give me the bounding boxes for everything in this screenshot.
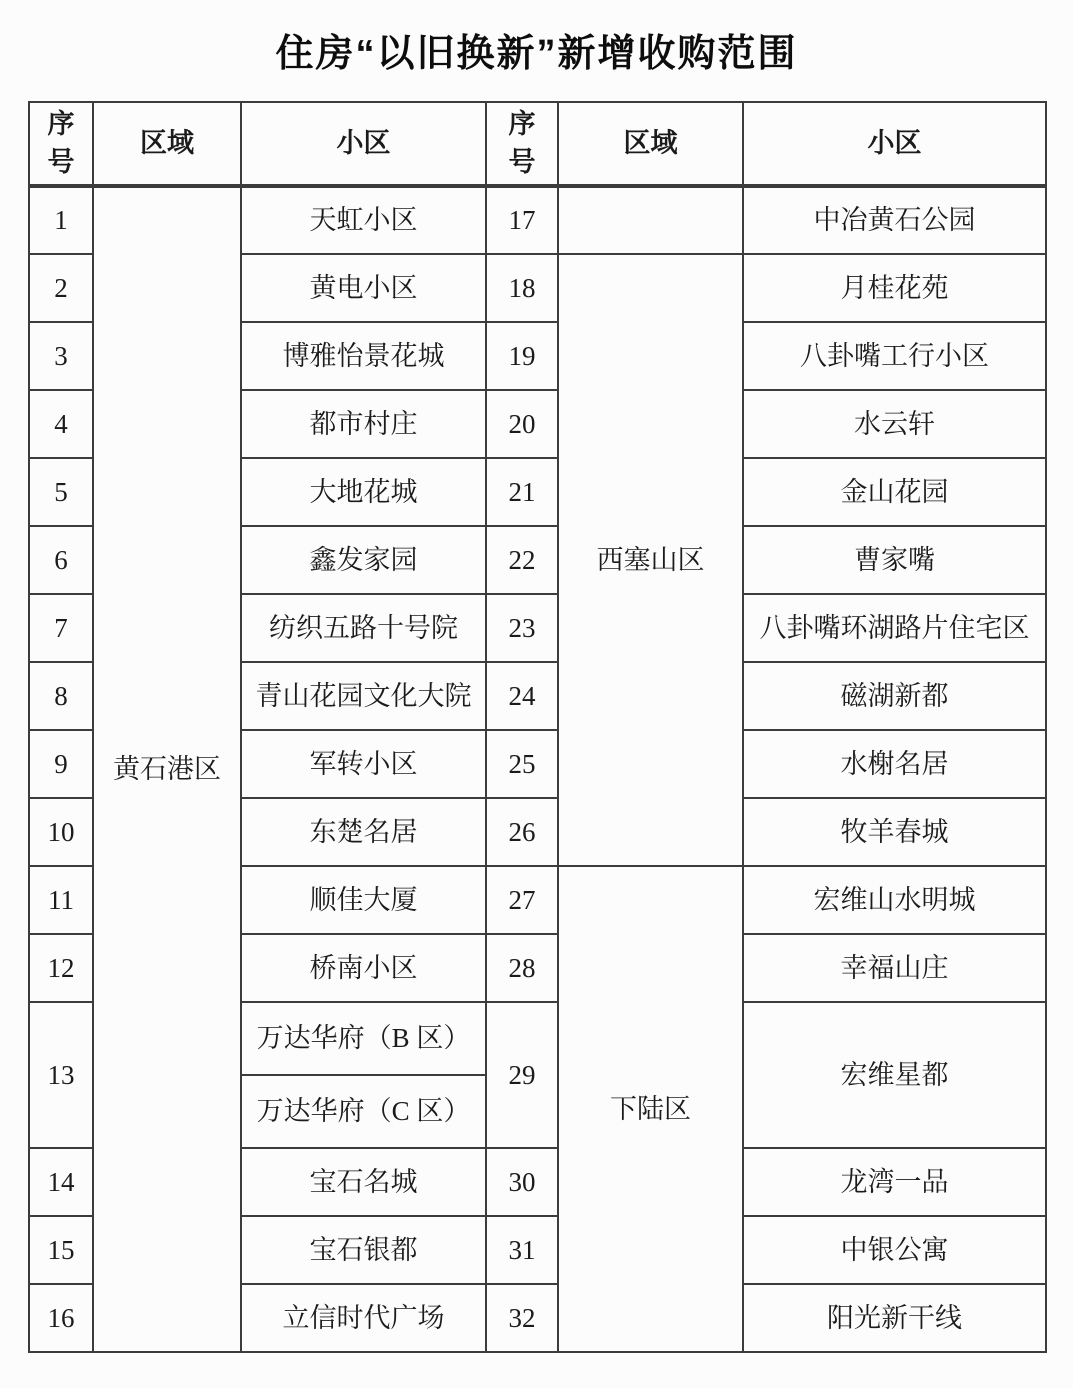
seq-cell: 1 (29, 186, 93, 254)
header-region-left: 区域 (93, 102, 241, 186)
header-seq-right (486, 102, 558, 186)
seq-cell: 28 (486, 934, 558, 1002)
community-cell: 八卦嘴环湖路片住宅区 (743, 594, 1046, 662)
community-cell: 龙湾一品 (743, 1148, 1046, 1216)
community-cell: 军转小区 (241, 730, 486, 798)
acquisition-table (28, 101, 1047, 1353)
community-cell: 宝石名城 (241, 1148, 486, 1216)
community-cell: 八卦嘴工行小区 (743, 322, 1046, 390)
seq-cell: 5 (29, 458, 93, 526)
seq-cell: 7 (29, 594, 93, 662)
community-cell: 立信时代广场 (241, 1284, 486, 1352)
community-cell: 青山花园文化大院 (241, 662, 486, 730)
community-cell: 鑫发家园 (241, 526, 486, 594)
community-cell: 天虹小区 (241, 186, 486, 254)
seq-cell: 25 (486, 730, 558, 798)
page-title: 住房“以旧换新”新增收购范围 (275, 33, 798, 75)
community-cell: 顺佳大厦 (241, 866, 486, 934)
seq-cell: 26 (486, 798, 558, 866)
seq-cell: 29 (486, 1002, 558, 1148)
community-cell: 牧羊春城 (743, 798, 1046, 866)
seq-cell: 27 (486, 866, 558, 934)
community-cell: 阳光新干线 (743, 1284, 1046, 1352)
community-cell: 月桂花苑 (743, 254, 1046, 322)
header-community-left: 小区 (241, 102, 486, 186)
community-cell: 磁湖新都 (743, 662, 1046, 730)
community-cell: 万达华府（B 区） (241, 1002, 486, 1075)
seq-cell: 8 (29, 662, 93, 730)
region-cell-empty (558, 186, 743, 254)
community-cell: 宏维星都 (743, 1002, 1046, 1148)
seq-cell: 2 (29, 254, 93, 322)
community-cell: 中银公寓 (743, 1216, 1046, 1284)
seq-cell: 6 (29, 526, 93, 594)
seq-cell: 24 (486, 662, 558, 730)
community-cell: 纺织五路十号院 (241, 594, 486, 662)
seq-cell: 22 (486, 526, 558, 594)
community-cell: 博雅怡景花城 (241, 322, 486, 390)
community-cell: 金山花园 (743, 458, 1046, 526)
seq-cell: 15 (29, 1216, 93, 1284)
header-row (29, 102, 1046, 186)
community-cell: 宏维山水明城 (743, 866, 1046, 934)
header-seq-left (29, 102, 93, 186)
seq-cell: 13 (29, 1002, 93, 1148)
header-seq-right-label: 序号 (508, 108, 536, 177)
community-cell: 水云轩 (743, 390, 1046, 458)
community-cell: 东楚名居 (241, 798, 486, 866)
seq-cell: 30 (486, 1148, 558, 1216)
seq-cell: 23 (486, 594, 558, 662)
seq-cell: 18 (486, 254, 558, 322)
header-region-right: 区域 (558, 102, 743, 186)
region-cell-huangshigang: 黄石港区 (93, 186, 241, 1352)
community-cell: 都市村庄 (241, 390, 486, 458)
community-cell: 大地花城 (241, 458, 486, 526)
table-row (29, 186, 1046, 254)
seq-cell: 11 (29, 866, 93, 934)
seq-cell: 31 (486, 1216, 558, 1284)
community-cell: 曹家嘴 (743, 526, 1046, 594)
community-cell: 黄电小区 (241, 254, 486, 322)
region-cell-xialu: 下陆区 (558, 866, 743, 1352)
community-cell: 中冶黄石公园 (743, 186, 1046, 254)
header-community-right: 小区 (743, 102, 1046, 186)
seq-cell: 4 (29, 390, 93, 458)
seq-cell: 21 (486, 458, 558, 526)
community-cell: 桥南小区 (241, 934, 486, 1002)
seq-cell: 3 (29, 322, 93, 390)
community-cell: 万达华府（C 区） (241, 1075, 486, 1148)
seq-cell: 17 (486, 186, 558, 254)
seq-cell: 14 (29, 1148, 93, 1216)
community-cell: 幸福山庄 (743, 934, 1046, 1002)
seq-cell: 10 (29, 798, 93, 866)
seq-cell: 12 (29, 934, 93, 1002)
header-seq-left-label: 序号 (47, 108, 75, 177)
seq-cell: 16 (29, 1284, 93, 1352)
seq-cell: 9 (29, 730, 93, 798)
seq-cell: 19 (486, 322, 558, 390)
seq-cell: 32 (486, 1284, 558, 1352)
region-cell-xisaishan: 西塞山区 (558, 254, 743, 866)
community-cell: 宝石银都 (241, 1216, 486, 1284)
seq-cell: 20 (486, 390, 558, 458)
community-cell: 水榭名居 (743, 730, 1046, 798)
